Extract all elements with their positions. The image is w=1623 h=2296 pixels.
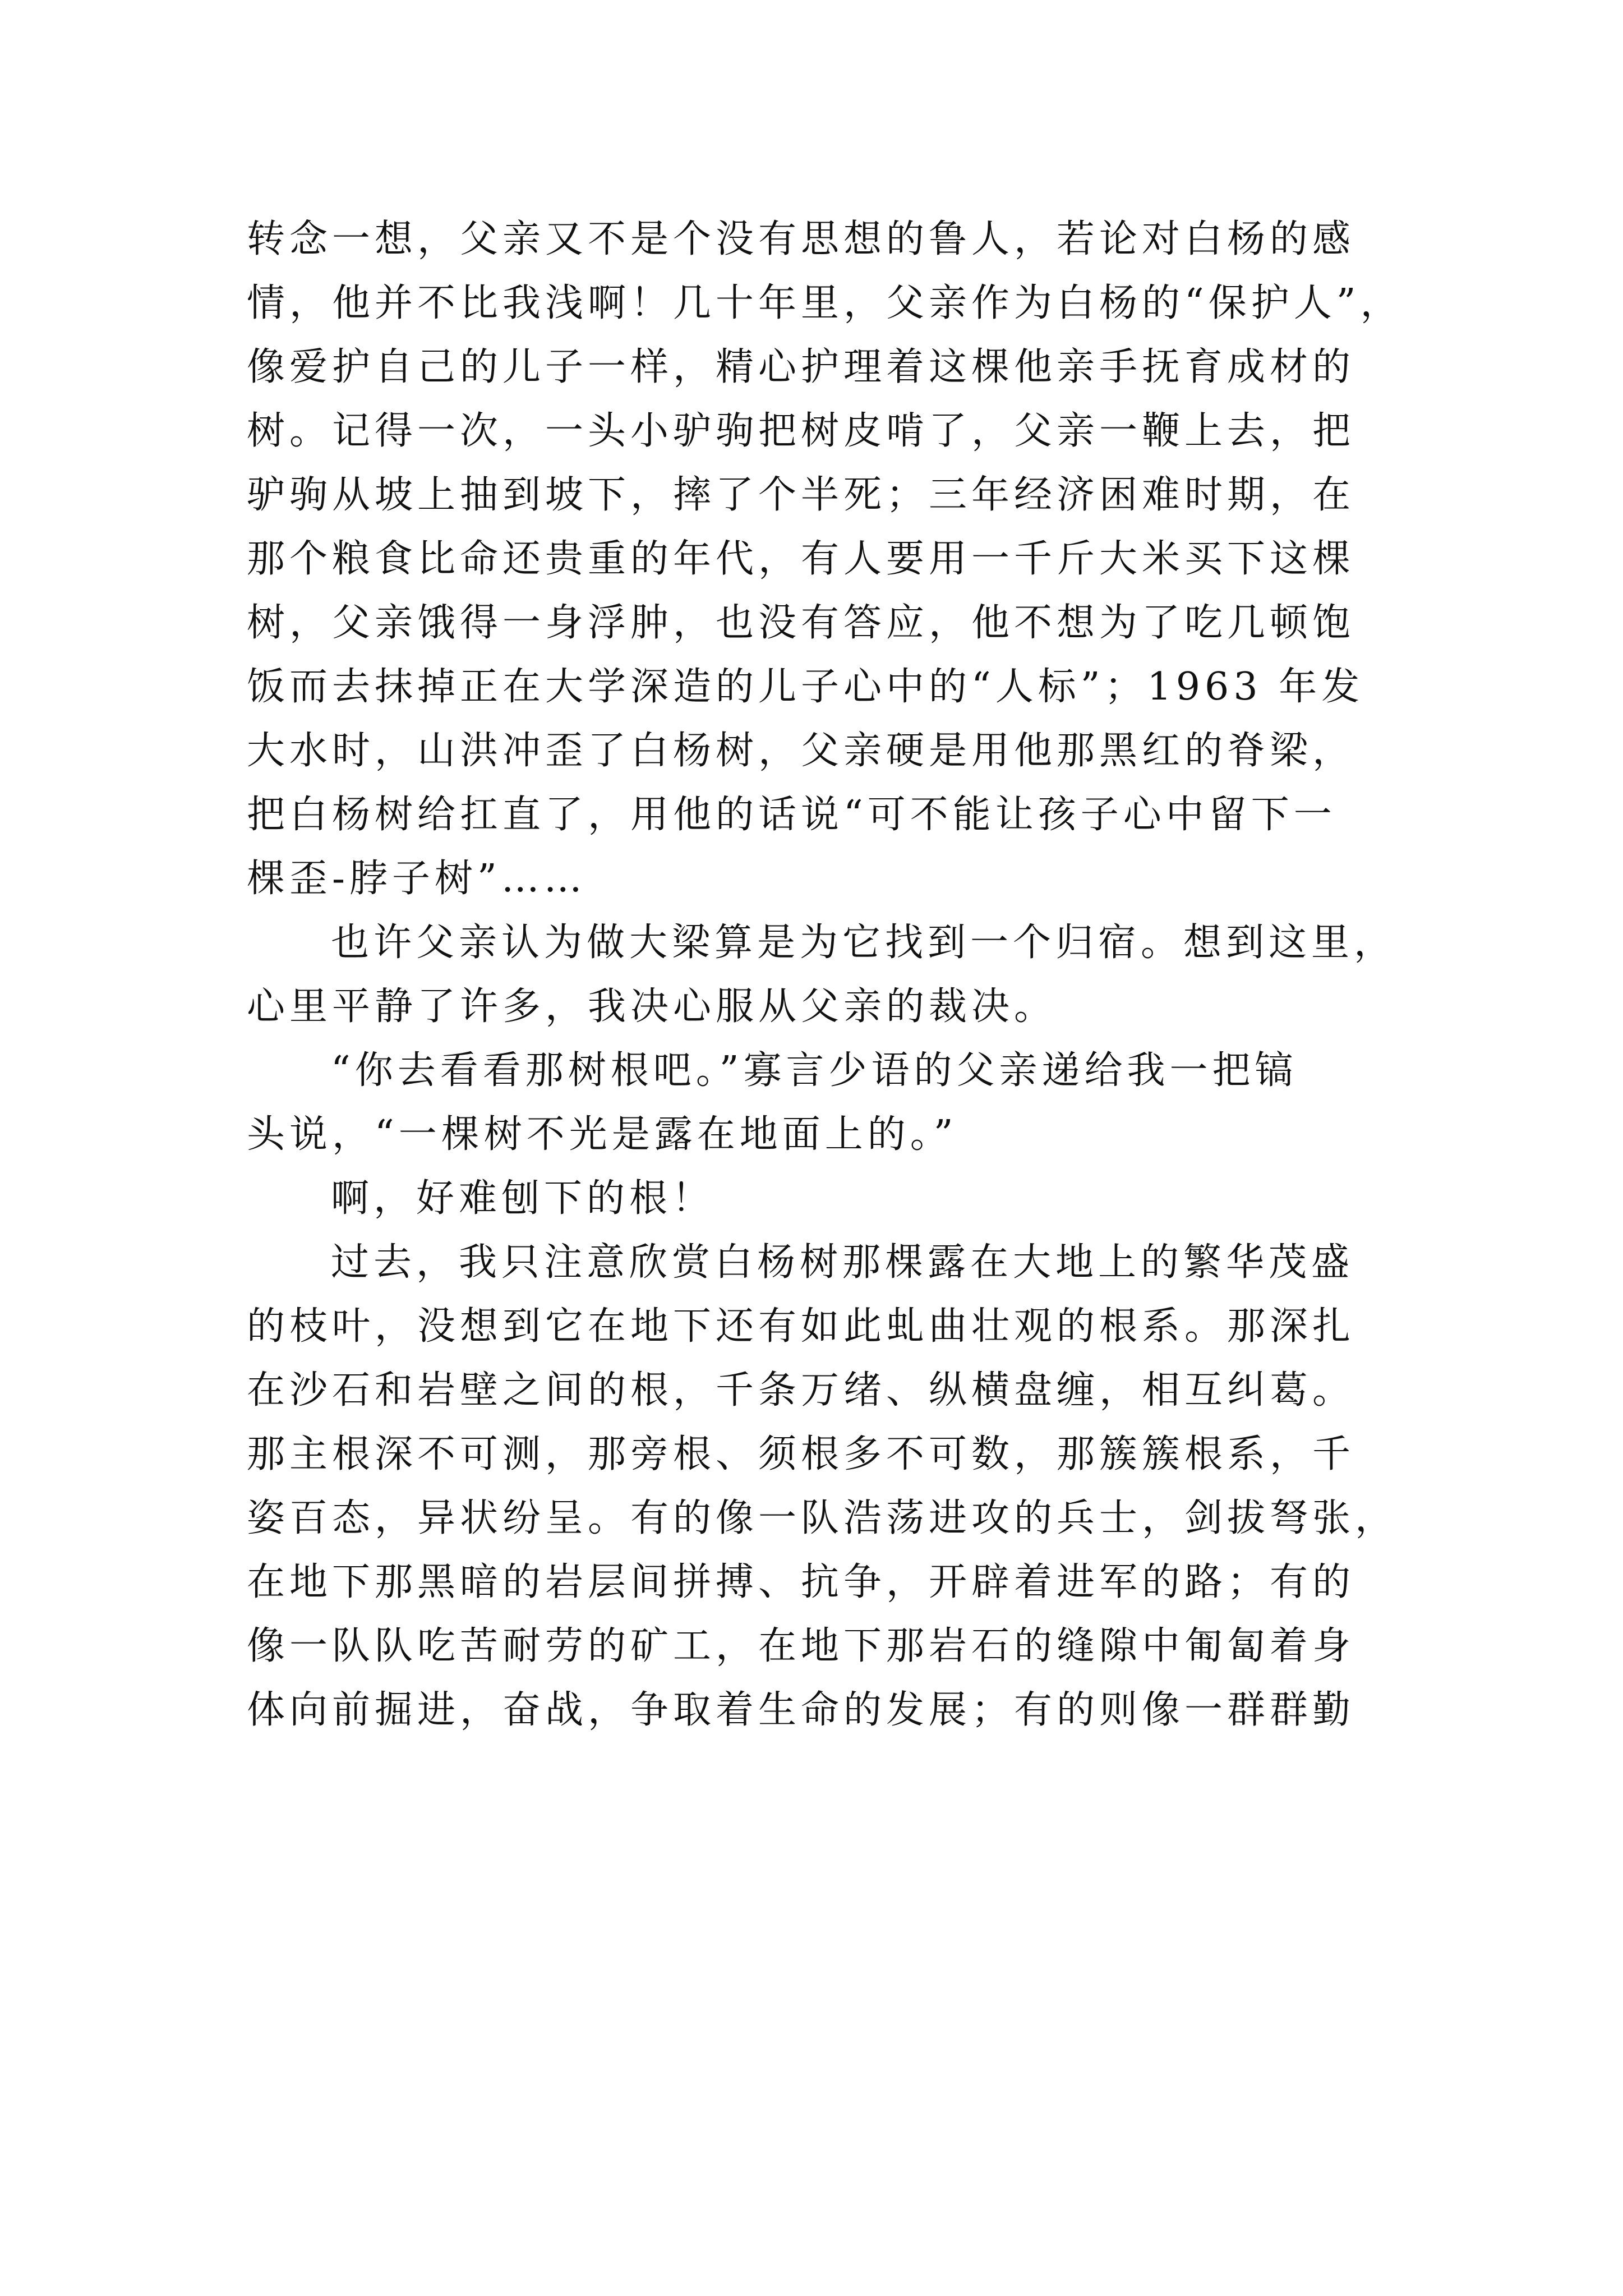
text-line: 那主根深不可测，那旁根、须根多不可数，那簇簇根系，千 (247, 1432, 1355, 1476)
text-line: 像一队队吃苦耐劳的矿工，在地下那岩石的缝隙中匍匐着身 (247, 1624, 1355, 1668)
text-line: 在沙石和岩壁之间的根，千条万绪、纵横盘缠，相互纠葛。 (247, 1368, 1355, 1412)
text-line: 姿百态，异状纷呈。有的像一队浩荡进攻的兵士，剑拔弩张， (247, 1496, 1398, 1540)
text-line: 过去，我只注意欣赏白杨树那棵露在大地上的繁华茂盛 (331, 1240, 1354, 1285)
text-line: 在地下那黑暗的岩层间拼搏、抗争，开辟着进军的路；有的 (247, 1560, 1355, 1604)
text-line: 心里平静了许多，我决心服从父亲的裁决。 (247, 984, 1057, 1029)
text-line: 啊，好难刨下的根！ (331, 1176, 715, 1221)
text-line: 棵歪-脖子树”…… (247, 857, 587, 901)
text-line: 转念一想，父亲又不是个没有思想的鲁人，若论对白杨的感 (247, 217, 1355, 261)
text-line: 体向前掘进，奋战，争取着生命的发展；有的则像一群群勤 (247, 1688, 1355, 1732)
text-line: “你去看看那树根吧。”寡言少语的父亲递给我一把镐 (331, 1048, 1298, 1093)
text-line: 头说，“一棵树不光是露在地面上的。” (247, 1112, 958, 1157)
text-line: 情，他并不比我浅啊！几十年里，父亲作为白杨的“保护人”， (247, 281, 1403, 325)
text-line: 饭而去抹掉正在大学深造的儿子心中的“人标”；1963 年发 (247, 665, 1364, 709)
text-line: 树。记得一次，一头小驴驹把树皮啃了，父亲一鞭上去，把 (247, 409, 1355, 453)
document-body (247, 208, 1419, 1742)
text-line: 把白杨树给扛直了，用他的话说“可不能让孩子心中留下一 (247, 793, 1336, 837)
text-line: 驴驹从坡上抽到坡下，摔了个半死；三年经济困难时期，在 (247, 473, 1355, 517)
text-line: 的枝叶，没想到它在地下还有如此虬曲壮观的根系。那深扎 (247, 1304, 1355, 1349)
text-line: 树，父亲饿得一身浮肿，也没有答应，他不想为了吃几顿饱 (247, 601, 1355, 645)
text-line: 那个粮食比命还贵重的年代，有人要用一千斤大米买下这棵 (247, 537, 1355, 581)
text-line: 像爱护自己的儿子一样，精心护理着这棵他亲手抚育成材的 (247, 345, 1355, 389)
text-line: 也许父亲认为做大梁算是为它找到一个归宿。想到这里， (331, 921, 1397, 965)
text-line: 大水时，山洪冲歪了白杨树，父亲硬是用他那黑红的脊梁， (247, 729, 1355, 773)
